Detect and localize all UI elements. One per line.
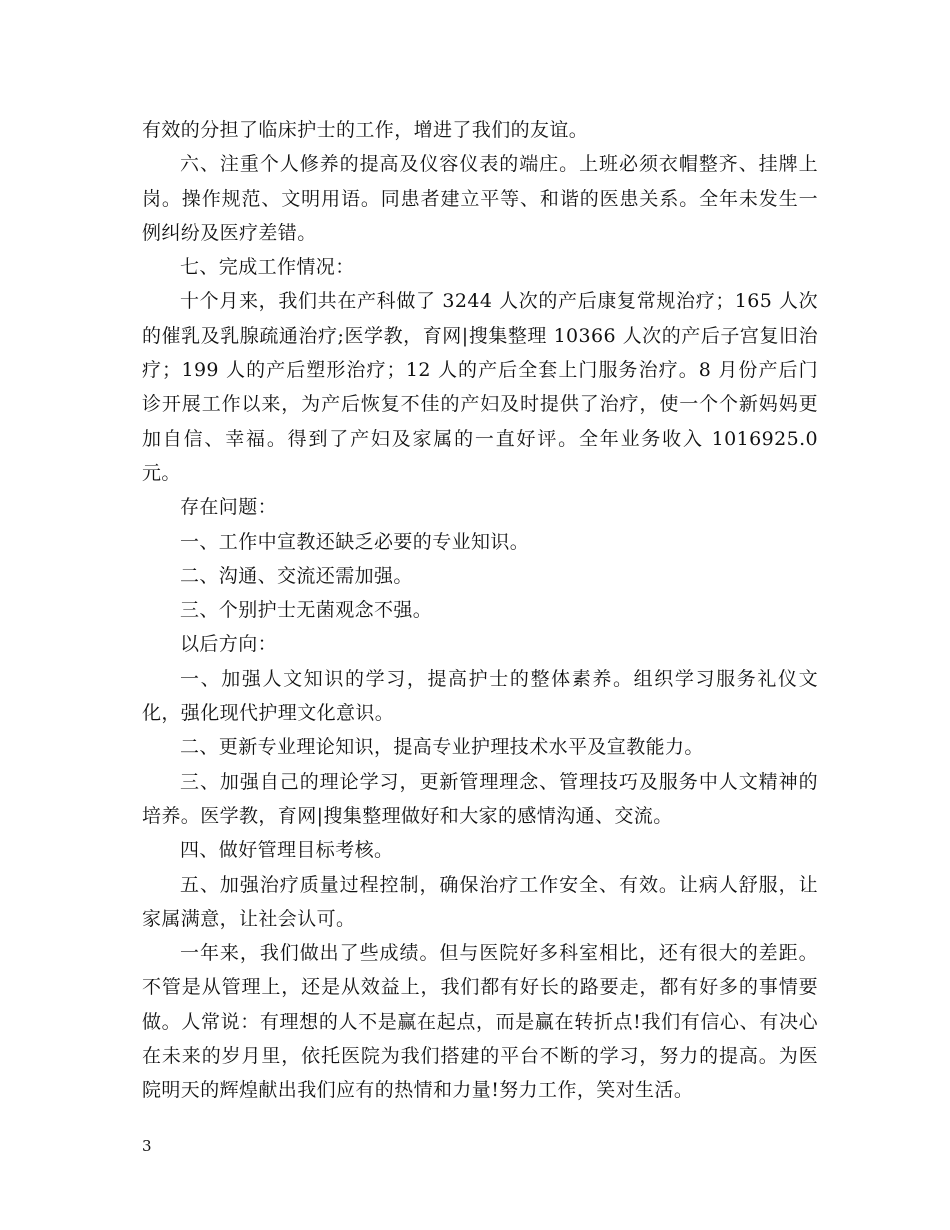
list-item: 一、工作中宣教还缺乏必要的专业知识。 (180, 530, 530, 553)
list-item: 一、加强人文知识的学习，提高护士的整体素养。组织学习服务礼仪文化，强化现代护理文化意识。 (142, 667, 818, 725)
page-number: 3 (142, 1137, 152, 1155)
list-item: 二、沟通、交流还需加强。 (180, 564, 413, 587)
list-item: 三、个别护士无菌观念不强。 (180, 599, 433, 622)
document-body (142, 113, 818, 1108)
list-item: 四、做好管理目标考核。 (180, 839, 394, 862)
paragraph: 有效的分担了临床护士的工作，增进了我们的友谊。 (142, 119, 589, 141)
list-item: 二、更新专业理论知识，提高专业护理技术水平及宣教能力。 (180, 736, 704, 759)
section-heading: 以后方向： (180, 633, 278, 656)
section-heading: 存在问题： (180, 496, 278, 519)
section-heading: 七、完成工作情况： (180, 256, 355, 279)
paragraph: 六、注重个人修养的提高及仪容仪表的端庄。上班必须衣帽整齐、挂牌上岗。操作规范、文明用语。同患者建立平等、和谐的医患关系。全年未发生一例纠纷及医疗差错。 (142, 153, 818, 244)
list-item: 三、加强自己的理论学习，更新管理理念、管理技巧及服务中人文精神的培养。医学教，育网|搜集整理做好和大家的感情沟通、交流。 (142, 770, 818, 827)
paragraph: 一年来，我们做出了些成绩。但与医院好多科室相比，还有很大的差距。不管是从管理上，还是从效益上，我们都有好长的路要走，都有好多的事情要做。人常说：有理想的人不是赢在起点，而是赢在转折点!我们有信心、有决心在未来的岁月里，依托医院为我们搭建的平台不断的学习，努力的提高。为医院明天的辉煌献出我们应有的热情和力量!努力工作，笑对生活。 (142, 942, 818, 1102)
list-item: 五、加强治疗质量过程控制，确保治疗工作安全、有效。让病人舒服，让家属满意，让社会认可。 (142, 873, 818, 930)
paragraph: 十个月来，我们共在产科做了 3244 人次的产后康复常规治疗；165 人次的催乳及乳腺疏通治疗;医学教，育网|搜集整理 10366 人次的产后子宫复旧治疗；199 人的产后塑形治疗；12 人的产后全套上门服务治疗。8 月份产后门诊开展工作以来，为产后恢复不佳的产妇及时提供了治疗，使一个个新妈妈更加自信、幸福。得到了产妇及家属的一直好评。全年业务收入 1016925.0 元。 (142, 290, 818, 484)
